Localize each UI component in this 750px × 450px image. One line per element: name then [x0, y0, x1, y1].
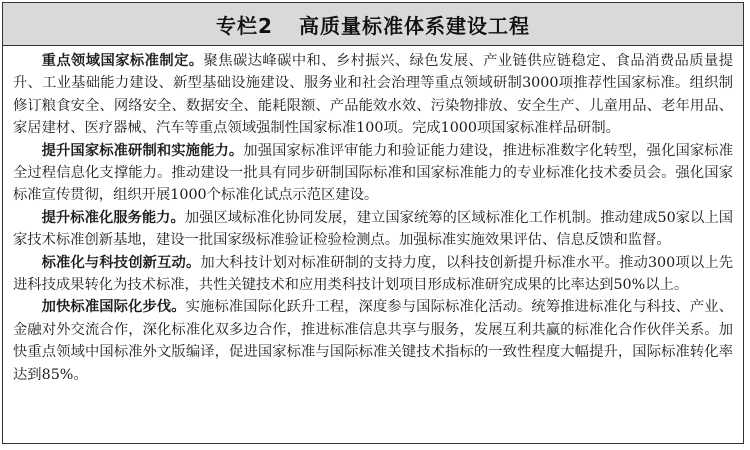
paragraph-capacity: [13, 140, 733, 207]
column-content: [3, 46, 743, 386]
paragraph-body: 加大科技计划对标准研制的支持力度，以科技创新提升标准水平。推动300项以上先进科技成果转化为技术标准，共性关键技术和应用类科技计划项目形成标准研究成果的比率达到50%以上。: [13, 254, 733, 294]
paragraph-innovation: [13, 252, 733, 297]
column-title: 高质量标准体系建设工程: [298, 13, 530, 38]
paragraph-lead: 提升国家标准研制和实施能力。: [41, 142, 244, 159]
paragraph-body: 加强区域标准化协同发展，建立国家统筹的区域标准化工作机制。推动建成50家以上国家技术标准创新基地，建设一批国家级标准验证检验检测点。加强标准实施效果评估、信息反馈和监督。: [13, 209, 733, 249]
paragraph-lead: 标准化与科技创新互动。: [41, 254, 201, 271]
column-number: 专栏2: [216, 13, 273, 38]
column-title-bar: [3, 3, 743, 46]
paragraph-service: [13, 207, 733, 252]
paragraph-body: 加强国家标准评审能力和验证能力建设，推进标准数字化转型，强化国家标准全过程信息化支撑能力。推动建设一批具有同步研制国际标准和国家标准能力的专业标准化技术委员会。强化国家标准宣传贯彻，组织开展1000个标准化试点示范区建设。: [13, 142, 734, 204]
paragraph-standards-formulation: [13, 50, 733, 140]
column-box: [2, 2, 744, 444]
paragraph-lead: 加快标准国际化步伐。: [41, 299, 186, 316]
paragraph-lead: 提升标准化服务能力。: [41, 209, 185, 226]
paragraph-body: 聚焦碳达峰碳中和、乡村振兴、绿色发展、产业链供应链稳定、食品消费品质量提升、工业基础能力建设、新型基础设施建设、服务业和社会治理等重点领域研制3000项推荐性国家标准。组织制修订粮食安全、网络安全、数据安全、能耗限额、产品能效水效、污染物排放、安全生产、儿童用品、老年用品、家居建材、医疗器械、汽车等重点领域强制性国家标准100项。完成1000项国家标准样品研制。: [13, 53, 734, 137]
paragraph-lead: 重点领域国家标准制定。: [41, 53, 204, 69]
paragraph-internationalization: [13, 296, 733, 386]
paragraph-body: 实施标准国际化跃升工程，深度参与国际标准化活动。统筹推进标准化与科技、产业、金融对外交流合作，深化标准化双多边合作，推进标准信息共享与服务，发展互利共赢的标准化合作伙伴关系。加快重点领域中国标准外文版编译，促进国家标准与国际标准关键技术指标的一致性程度大幅提升，国际标准转化率达到85%。: [13, 299, 734, 383]
